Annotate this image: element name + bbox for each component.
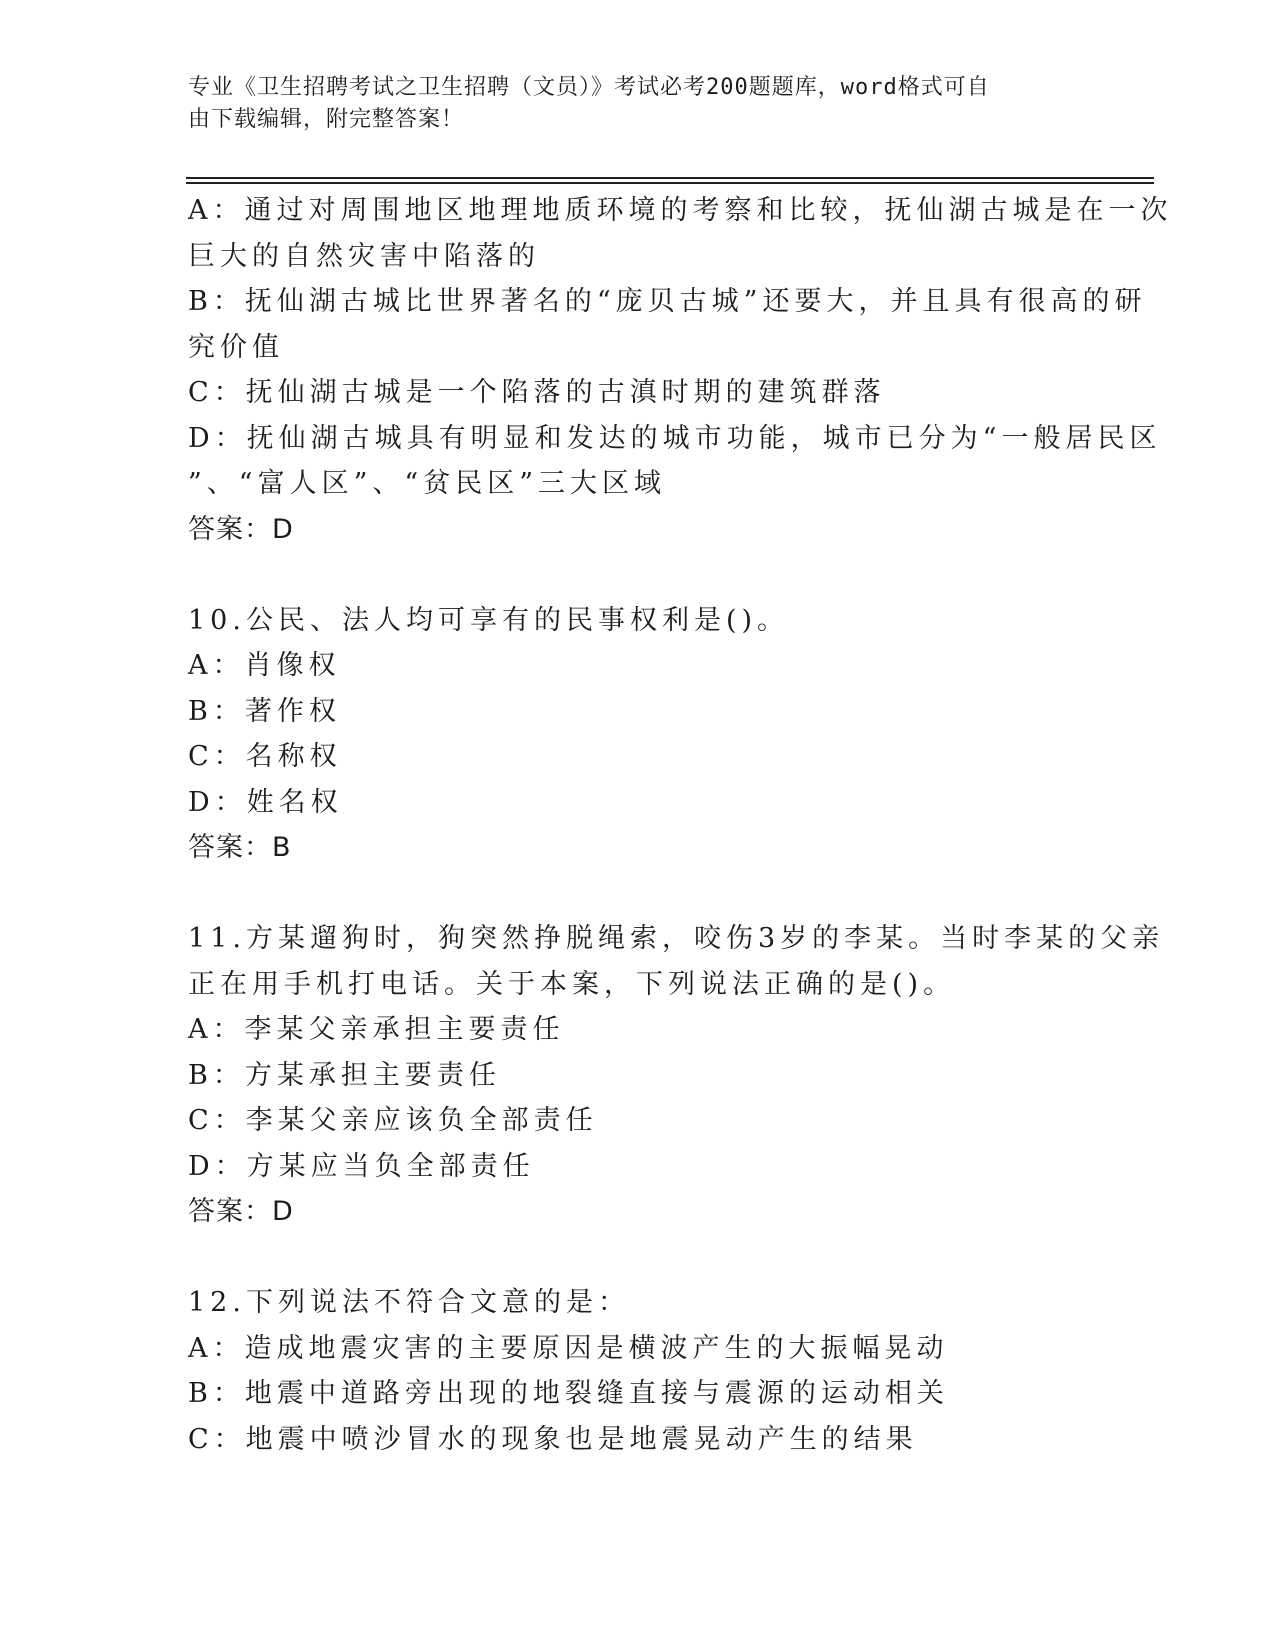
spacer: [188, 1235, 1088, 1281]
option-c: C：李某父亲应该负全部责任: [188, 1105, 598, 1136]
answer: 答案：B: [188, 832, 292, 863]
document-header: [188, 72, 1068, 136]
option-c: C：抚仙湖古城是一个陷落的古滇时期的建筑群落: [188, 377, 886, 408]
option-d: D：方某应当负全部责任: [188, 1150, 535, 1182]
header-line-2: 由下载编辑，附完整答案！: [188, 107, 465, 132]
option-a: A：肖像权: [188, 650, 341, 681]
option-b-continued: 究价值: [188, 331, 284, 363]
question-9-options: [188, 188, 1173, 552]
spacer: [188, 871, 1088, 917]
option-b: B：抚仙湖古城比世界著名的“庞贝古城”还要大，并且具有很高的研: [188, 286, 1147, 317]
header-line-1: 专业《卫生招聘考试之卫生招聘（文员）》考试必考200题题库，word格式可自: [188, 75, 990, 100]
option-a: A：通过对周围地区地理地质环境的考察和比较，抚仙湖古城是在一次: [188, 195, 1173, 226]
option-a: A：李某父亲承担主要责任: [188, 1014, 565, 1045]
option-b: B：著作权: [188, 695, 341, 727]
option-d: D：姓名权: [188, 786, 343, 818]
option-a-continued: 巨大的自然灾害中陷落的: [188, 240, 540, 272]
option-a: A：造成地震灾害的主要原因是横波产生的大振幅晃动: [188, 1332, 949, 1364]
answer: 答案：D: [188, 513, 294, 545]
option-b: B：方某承担主要责任: [188, 1059, 501, 1091]
question-text: 10.公民、法人均可享有的民事权利是()。: [188, 604, 790, 636]
option-b: B：地震中道路旁出现的地裂缝直接与震源的运动相关: [188, 1378, 949, 1409]
answer: 答案：D: [188, 1196, 294, 1227]
header-rule-top: [186, 177, 1154, 179]
option-c: C：地震中喷沙冒水的现象也是地震晃动产生的结果: [188, 1423, 918, 1455]
question-text: 11.方某遛狗时，狗突然挣脱绳索，咬伤3岁的李某。当时李某的父亲: [188, 923, 1165, 954]
question-11: [188, 916, 1165, 1235]
header-rule-bottom: [186, 182, 1154, 184]
option-c: C：名称权: [188, 741, 342, 772]
question-10: [188, 598, 1088, 871]
spacer: [188, 552, 1088, 598]
question-list: [188, 188, 1173, 1462]
option-d: D：抚仙湖古城具有明显和发达的城市功能，城市已分为“一般居民区: [188, 422, 1162, 454]
question-text-continued: 正在用手机打电话。关于本案，下列说法正确的是()。: [188, 968, 956, 1000]
question-12: [188, 1280, 1088, 1462]
question-text: 12.下列说法不符合文意的是：: [188, 1287, 630, 1318]
option-d-continued: ”、“富人区”、“贫民区”三大区域: [188, 468, 667, 499]
